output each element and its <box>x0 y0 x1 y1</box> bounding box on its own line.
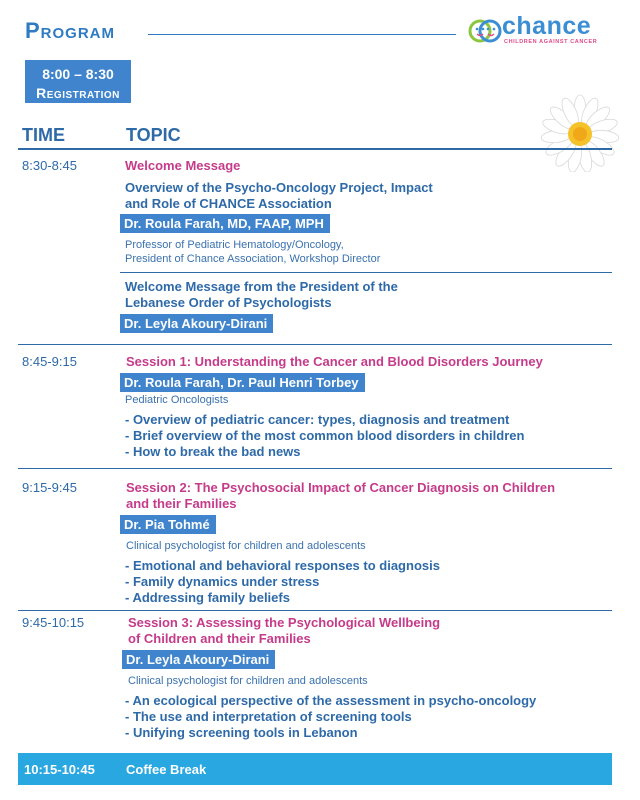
coffee-time: 10:15-10:45 <box>24 762 95 777</box>
session2-title-line2: and their Families <box>126 496 237 511</box>
logo-tagline: CHILDREN AGAINST CANCER <box>504 39 598 45</box>
children-faces-icon <box>468 16 502 46</box>
subsection-divider <box>120 272 612 273</box>
page-title: Program <box>25 18 116 43</box>
header-divider <box>18 148 612 150</box>
time-column-header: TIME <box>22 125 65 145</box>
time-slot: 8:30-8:45 <box>22 158 77 173</box>
overview-title-line1: Overview of the Psycho-Oncology Project, Impact <box>125 180 433 195</box>
list-item: - An ecological perspective of the assessment in psycho-oncology <box>125 693 537 708</box>
speaker-role: Pediatric Oncologists <box>125 394 229 406</box>
speaker-role-line1: Professor of Pediatric Hematology/Oncology, <box>125 239 344 251</box>
chance-logo <box>468 14 613 50</box>
list-item: - Emotional and behavioral responses to diagnosis <box>125 558 440 573</box>
speaker-role: Clinical psychologist for children and adolescents <box>128 675 368 687</box>
welcome2-title-line1: Welcome Message from the President of the <box>125 279 398 294</box>
registration-box <box>25 60 131 103</box>
welcome-message-title: Welcome Message <box>125 158 241 173</box>
list-item: - Family dynamics under stress <box>125 574 320 589</box>
coffee-break-bar <box>18 753 612 785</box>
session1-title: Session 1: Understanding the Cancer and Blood Disorders Journey <box>126 354 543 369</box>
time-slot: 8:45-9:15 <box>22 354 77 369</box>
time-slot: 9:45-10:15 <box>22 615 85 630</box>
speaker-badge: Dr. Roula Farah, Dr. Paul Henri Torbey <box>120 373 365 392</box>
session3-title-line2: of Children and their Families <box>128 631 311 646</box>
speaker-badge: Dr. Pia Tohmé <box>120 515 216 534</box>
row-divider <box>18 468 612 469</box>
list-item: - Addressing family beliefs <box>125 590 290 605</box>
speaker-badge: Dr. Leyla Akoury-Dirani <box>122 650 275 669</box>
list-item: - How to break the bad news <box>125 444 301 459</box>
time-slot: 9:15-9:45 <box>22 480 77 495</box>
welcome2-title-line2: Lebanese Order of Psychologists <box>125 295 332 310</box>
title-divider <box>148 34 456 35</box>
speaker-role-line2: President of Chance Association, Workshop Director <box>125 253 381 265</box>
registration-time: 8:00 – 8:30 <box>42 66 114 82</box>
logo-wordmark: chance <box>502 12 592 40</box>
topic-column-header: TOPIC <box>126 125 181 145</box>
row-divider <box>18 344 612 345</box>
speaker-badge: Dr. Roula Farah, MD, FAAP, MPH <box>120 214 330 233</box>
daisy-flower-icon <box>532 92 626 172</box>
row-divider <box>18 610 612 611</box>
overview-title-line2: and Role of CHANCE Association <box>125 196 332 211</box>
list-item: - Overview of pediatric cancer: types, diagnosis and treatment <box>125 412 510 427</box>
speaker-role: Clinical psychologist for children and adolescents <box>126 540 366 552</box>
registration-label: Registration <box>36 85 120 101</box>
session3-title-line1: Session 3: Assessing the Psychological Wellbeing <box>128 615 441 630</box>
list-item: - The use and interpretation of screening tools <box>125 709 412 724</box>
session2-title-line1: Session 2: The Psychosocial Impact of Cancer Diagnosis on Children <box>126 480 556 495</box>
list-item: - Brief overview of the most common blood disorders in children <box>125 428 525 443</box>
coffee-label: Coffee Break <box>126 762 207 777</box>
list-item: - Unifying screening tools in Lebanon <box>125 725 358 740</box>
speaker-badge: Dr. Leyla Akoury-Dirani <box>120 314 273 333</box>
